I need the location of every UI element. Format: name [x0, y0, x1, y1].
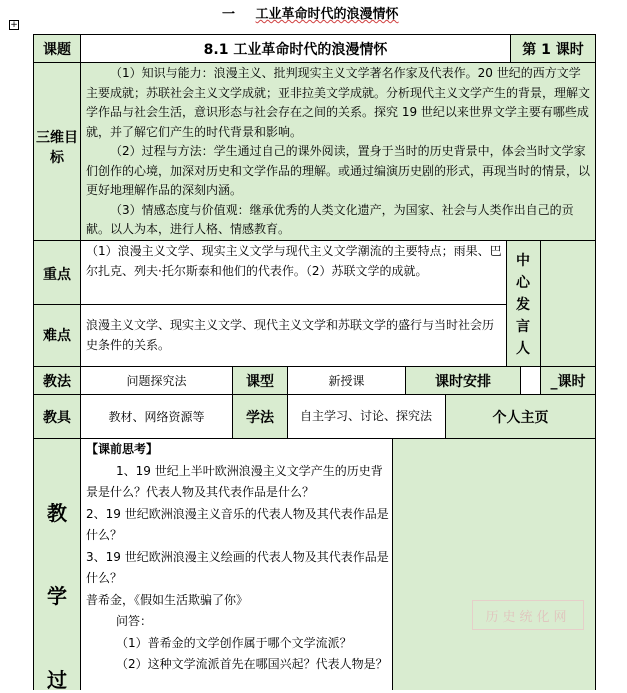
question-1: 1、19 世纪上半叶欧洲浪漫主义文学产生的历史背景是什么？代表人物及其代表作品是什么？ [86, 463, 383, 499]
pre-class-heading: 【课前思考】 [86, 442, 159, 456]
table-border [33, 304, 507, 305]
objective-knowledge: （1）知识与能力：浪漫主义、批判现实主义文学著名作家及代表作。20 世纪的西方文学主要成就；苏联社会主义文学成就；亚非拉美文学成就。分析现代主义文学产生的背景，理解文学作品与社会生活，意识形态与社会存在之间的关系。探究 19 世纪以来世界文学主要有哪些成就，并了解它们产生的时代背景和影响。 [86, 66, 591, 139]
question-3: 3、19 世纪欧洲浪漫主义绘画的代表人物及其代表作品是什么？ [86, 549, 389, 585]
answer-question-2: （2）这种文学流派首先在哪国兴起？代表人物是？ [116, 657, 388, 671]
objective-process: （2）过程与方法：学生通过自己的课外阅读，置身于当时的历史背景中，体会当时文学家们创作的心境，加深对历史和文学作品的理解。或通过编演历史剧的形式，再现当时的情景，以更好地理解作品的深刻内涵。 [86, 144, 591, 197]
lesson-type-label: 课型 [246, 373, 274, 390]
process-label-char-3: 过 [47, 668, 67, 692]
process-content [86, 439, 389, 676]
difficulties-label: 难点 [43, 328, 71, 344]
schedule-label: 课时安排 [435, 373, 491, 390]
table-border [33, 240, 596, 241]
document-title [222, 3, 399, 22]
table-border [595, 34, 596, 690]
key-points-label: 重点 [43, 267, 71, 283]
lesson-type-value: 新授课 [328, 374, 365, 388]
chapter-title: 工业革命时代的浪漫情怀 [255, 7, 399, 22]
watermark-logo: 历史统化网 [472, 600, 584, 630]
objective-emotion: （3）情感态度与价值观：继承优秀的人类文化遗产，为国家、社会与人类作出自己的贡献。以人为本，进行人格、情感教育。 [86, 202, 574, 236]
lesson-title: 8.1 工业革命时代的浪漫情怀 [203, 41, 388, 58]
lesson-period: 第 1 课时 [522, 41, 584, 58]
center-speaker-label: 中心发言人 [516, 253, 530, 357]
difficulties-text: 浪漫主义文学、现实主义文学、现代主义文学和苏联文学的盛行与当时社会历史条件的关系。 [86, 318, 495, 352]
table-border [506, 240, 507, 366]
cell-bg [520, 366, 540, 394]
teaching-tools-label: 教具 [43, 409, 71, 426]
qa-label: 问答： [116, 614, 153, 628]
table-border [540, 240, 541, 366]
homepage-label[interactable]: 个人主页 [492, 409, 549, 426]
key-points-text: （1）浪漫主义文学、现实主义文学与现代主义文学潮流的主要特点；雨果、巴尔扎克、列夫·托尔斯泰和他们的代表作。（2）苏联文学的成就。 [86, 244, 502, 278]
teaching-tools-value: 教材、网络资源等 [108, 410, 205, 424]
table-border [33, 62, 596, 63]
teaching-method-value: 问题探究法 [126, 374, 187, 388]
table-border [80, 34, 81, 690]
answer-question-1: （1）普希金的文学创作属于哪个文学流派？ [116, 635, 352, 650]
objectives-label: 三维目标 [36, 130, 78, 166]
teaching-method-label: 教法 [43, 373, 71, 390]
table-border [520, 366, 521, 394]
topic-label: 课题 [43, 41, 71, 58]
question-2: 2、19 世纪欧洲浪漫主义音乐的代表人物及其代表作品是什么？ [86, 506, 389, 542]
objectives-content [86, 64, 592, 240]
chapter-number: 一 [222, 7, 236, 22]
table-border [392, 438, 393, 690]
label-bg [33, 240, 80, 366]
poem-reference: 普希金，《假如生活欺骗了你》 [86, 592, 249, 607]
process-label-char-1: 教 [47, 501, 67, 525]
process-label-char-2: 学 [47, 584, 67, 608]
table-move-handle-icon[interactable]: + [10, 20, 18, 30]
study-method-value: 自主学习、讨论、探究法 [299, 409, 432, 423]
study-method-label: 学法 [246, 409, 274, 426]
schedule-value: _课时 [550, 373, 586, 390]
